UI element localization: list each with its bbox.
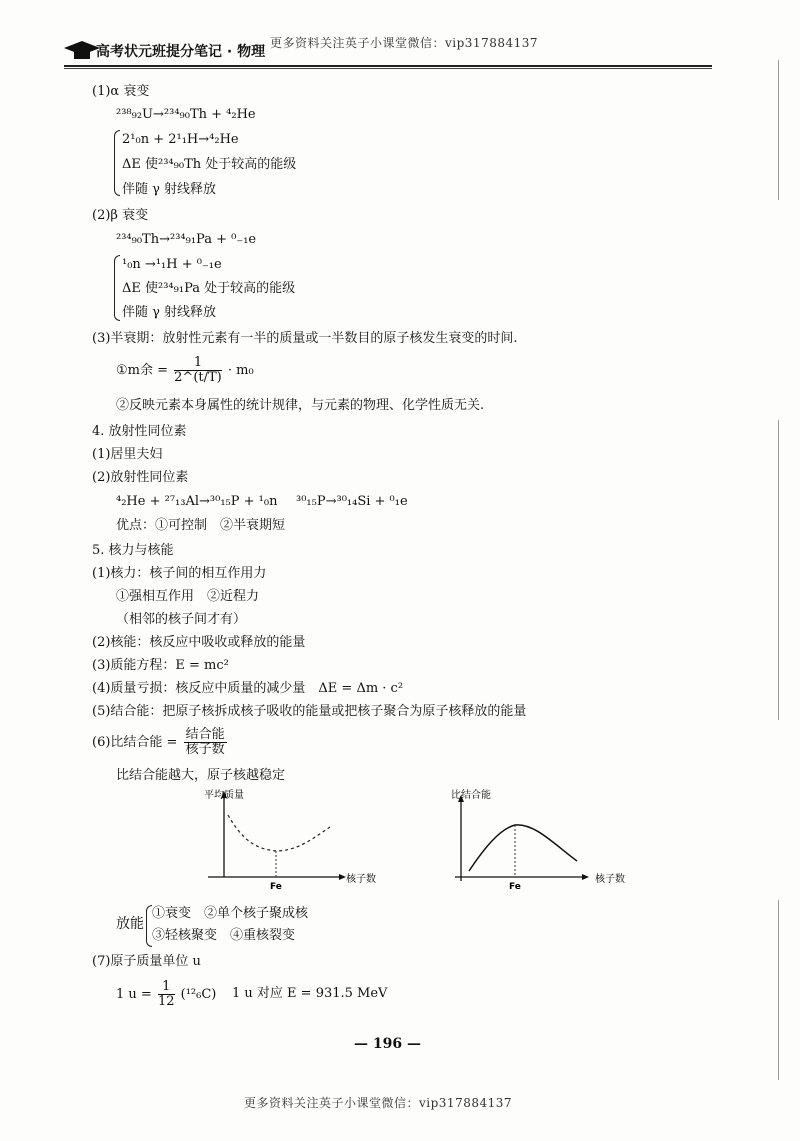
left-chart-curve — [228, 815, 330, 851]
specific-denominator: 核子数 — [185, 742, 225, 757]
nuclear-heading: 5. 核力与核能 — [92, 543, 174, 558]
amu-energy: 1 u 对应 E = 931.5 MeV — [232, 986, 388, 1001]
amu-lhs: 1 u = — [116, 987, 152, 1002]
chart-specific-binding-energy — [445, 785, 645, 895]
amu-numerator: 1 — [158, 980, 175, 995]
isotope-heading: 4. 放射性同位素 — [92, 424, 187, 439]
specific-binding-energy — [92, 728, 229, 757]
release-line-1: ①衰变 ②单个核子聚成核 — [152, 906, 309, 921]
alpha-brace — [114, 130, 120, 196]
nuclear-energy: (2)核能：核反应中吸收或释放的能量 — [92, 635, 306, 650]
halflife-numerator: 1 — [174, 356, 222, 371]
specific-label: (6)比结合能 = — [92, 735, 178, 750]
beta-brace — [114, 255, 120, 321]
alpha-gamma: 伴随 γ 射线释放 — [122, 182, 217, 197]
release-line-2: ③轻核聚变 ④重核裂变 — [152, 928, 296, 943]
right-chart-x-arrow — [582, 874, 589, 880]
left-chart-ylabel: 平均质量 — [204, 790, 244, 801]
isotope-advantages: 优点：①可控制 ②半衰期短 — [116, 518, 286, 533]
isotope-item-2: (2)放射性同位素 — [92, 470, 189, 485]
page-number: — 196 — — [354, 1036, 421, 1052]
beta-equation: ²³⁴₉₀Th→²³⁴₉₁Pa + ⁰₋₁e — [116, 232, 257, 247]
alpha-sub-equation: 2¹₀n + 2¹₁H→⁴₂He — [122, 132, 239, 147]
beta-sub-equation: ¹₀n →¹₁H + ⁰₋₁e — [122, 257, 222, 272]
nuclear-force: (1)核力：核子间的相互作用力 — [92, 566, 267, 581]
specific-fraction — [184, 728, 227, 757]
watermark-bottom: 更多资料关注英子小课堂微信：vip317884137 — [244, 1096, 513, 1110]
specific-numerator: 结合能 — [185, 727, 225, 742]
amu-carbon: (¹²₆C) — [180, 987, 217, 1002]
halflife-heading: (3)半衰期：放射性元素有一半的质量或一半数目的原子核发生衰变的时间. — [92, 331, 518, 346]
nuclear-force-note: （相邻的核子间才有） — [116, 612, 247, 627]
amu-fraction — [158, 980, 175, 1009]
release-label: 放能 — [116, 916, 144, 932]
beta-energy: ΔE 使²³⁴₉₁Pa 处于较高的能级 — [122, 281, 296, 296]
isotope-equation-2: ³⁰₁₅P→³⁰₁₄Si + ⁰₁e — [296, 494, 408, 509]
scan-edge-mark — [778, 900, 779, 1080]
chart-average-mass — [200, 785, 390, 895]
mass-energy-equation: (3)质能方程：E = mc² — [92, 658, 229, 673]
right-chart-curve — [469, 825, 577, 871]
header-rule — [64, 65, 712, 67]
left-chart-xlabel: 核子数 — [346, 874, 376, 885]
right-chart-ylabel: 比结合能 — [451, 790, 491, 801]
halflife-note: ②反映元素本身属性的统计规律，与元素的物理、化学性质无关. — [116, 398, 485, 413]
binding-energy: (5)结合能：把原子核拆成核子吸收的能量或把核子聚合为原子核释放的能量 — [92, 704, 527, 719]
alpha-energy: ΔE 使²³⁴₉₀Th 处于较高的能级 — [122, 157, 297, 172]
amu-heading: (7)原子质量单位 u — [92, 954, 201, 969]
halflife-lhs: ①m余 = — [116, 363, 169, 378]
halflife-fraction — [174, 356, 222, 385]
halflife-formula — [116, 356, 254, 385]
scan-edge-mark — [778, 60, 779, 200]
watermark-top: 更多资料关注英子小课堂微信：vip317884137 — [270, 36, 539, 50]
isotope-item-1: (1)居里夫妇 — [92, 447, 163, 462]
beta-heading: (2)β 衰变 — [92, 208, 149, 223]
left-chart-fe-label: Fe — [270, 882, 282, 892]
alpha-equation: ²³⁸₉₂U→²³⁴₉₀Th + ⁴₂He — [116, 107, 256, 122]
alpha-heading: (1)α 衰变 — [92, 84, 150, 99]
stability-note: 比结合能越大，原子核越稳定 — [116, 768, 286, 783]
scan-edge-mark — [778, 420, 779, 720]
mass-defect: (4)质量亏损：核反应中质量的减少量 ΔE = Δm · c² — [92, 681, 404, 696]
left-chart-x-arrow — [339, 874, 346, 880]
right-chart-xlabel: 核子数 — [595, 874, 625, 885]
halflife-rhs: · m₀ — [227, 363, 254, 378]
halflife-denominator: 2^(t/T) — [174, 370, 222, 385]
right-chart-fe-label: Fe — [509, 882, 521, 892]
book-title: 高考状元班提分笔记 · 物理 — [96, 44, 266, 60]
isotope-equation-1: ⁴₂He + ²⁷₁₃Al→³⁰₁₅P + ¹₀n — [116, 494, 278, 509]
amu-denominator: 12 — [157, 994, 175, 1009]
header-rule-thin — [64, 68, 712, 69]
beta-gamma: 伴随 γ 射线释放 — [122, 305, 217, 320]
nuclear-force-props: ①强相互作用 ②近程力 — [116, 589, 260, 604]
amu-formula — [116, 980, 216, 1009]
